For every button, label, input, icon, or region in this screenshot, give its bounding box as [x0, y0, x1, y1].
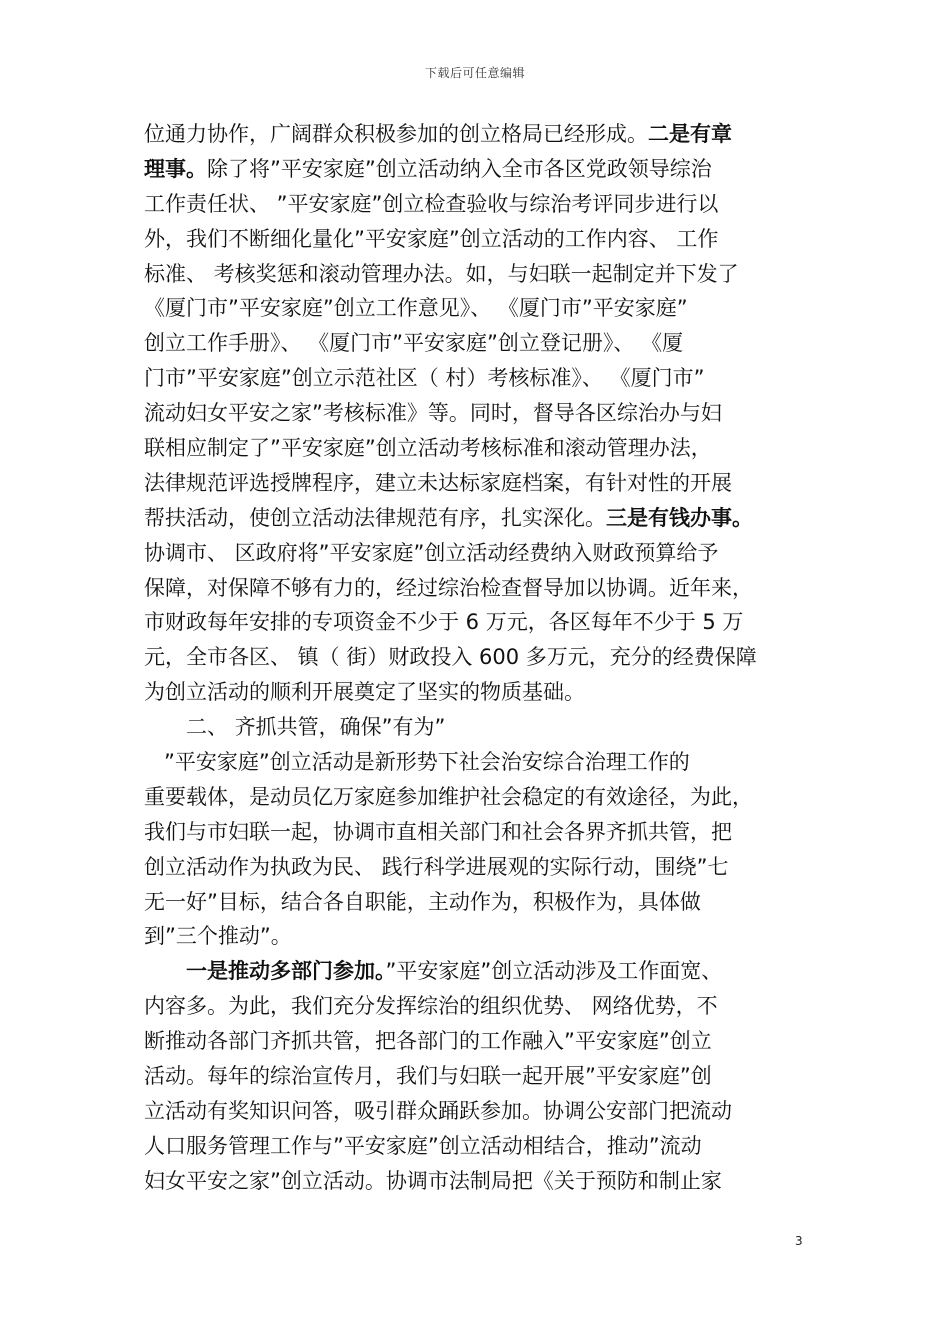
text-line	[144, 1129, 810, 1164]
text-run: 为创立活动的顺利开展奠定了坚实的物质基础。	[144, 680, 585, 705]
text-run: 位通力协作，广阔群众积极参加的创立格局已经形成。	[144, 122, 648, 146]
text-line	[144, 710, 810, 745]
text-run: 妇女平安之家”创立活动。协调市法制局把《关于预防和制止家	[144, 1168, 722, 1193]
text-line	[144, 1024, 810, 1059]
text-line	[144, 780, 810, 815]
text-run: 内容多。为此，我们充分发挥综治的组织优势、 网络优势，不	[144, 994, 718, 1019]
text-run: 外，我们不断细化量化”平安家庭”创立活动的工作内容、 工作	[144, 226, 719, 251]
text-line	[144, 815, 810, 850]
text-run: 除了将”平安家庭”创立活动纳入全市各区党政领导综治	[207, 156, 712, 181]
text-run: 人口服务管理工作与”平安家庭”创立活动相结合，推动”流动	[144, 1133, 702, 1158]
text-run: 工作责任状、 ”平安家庭”创立检查验收与综治考评同步进行以	[144, 191, 719, 216]
bold-text-run: 一是推动多部门参加。	[186, 959, 386, 984]
text-run: 帮扶活动，使创立活动法律规范有序，扎实深化。	[144, 505, 606, 530]
text-run: 断推动各部门齐抓共管，把各部门的工作融入”平安家庭”创立	[144, 1029, 712, 1054]
text-run: 流动妇女平安之家”考核标准》等。同时，督导各区综治办与妇	[144, 401, 722, 426]
text-line	[144, 571, 810, 606]
text-line	[144, 1094, 810, 1129]
text-run: 立活动有奖知识问答，吸引群众踊跃参加。协调公安部门把流动	[144, 1098, 732, 1123]
bold-text-run: 三是有钱办事。	[606, 505, 753, 530]
text-line	[144, 396, 810, 431]
text-run: 重要载体，是动员亿万家庭参加维护社会稳定的有效途径，为此，	[144, 784, 753, 809]
text-line	[144, 745, 810, 780]
text-run: 我们与市妇联一起，协调市直相关部门和社会各界齐抓共管，把	[144, 819, 732, 844]
text-line	[144, 117, 810, 152]
text-line	[144, 605, 810, 640]
text-line	[144, 291, 810, 326]
text-line	[144, 885, 810, 920]
text-run: 创立活动作为执政为民、 践行科学进展观的实际行动，围绕”七	[144, 854, 729, 879]
text-line	[144, 919, 810, 954]
text-line	[144, 640, 810, 675]
text-line	[144, 1164, 810, 1199]
text-run: 联相应制定了”平安家庭”创立活动考核标准和滚动管理办法，	[144, 436, 712, 461]
text-run: 无一好”目标，结合各自职能，主动作为，积极作为，具体做	[144, 889, 701, 914]
text-line	[144, 187, 810, 222]
text-run: ”平安家庭”创立活动是新形势下社会治安综合治理工作的	[164, 750, 690, 775]
text-run: 法律规范评选授牌程序，建立未达标家庭档案，有针对性的开展	[144, 470, 732, 495]
bold-text-run: 理事。	[144, 156, 207, 181]
text-line	[144, 326, 810, 361]
text-run: 《厦门市”平安家庭”创立工作意见》、 《厦门市”平安家庭”	[144, 296, 688, 321]
text-line	[144, 361, 810, 396]
text-line	[144, 954, 810, 989]
text-run: 元，全市各区、 镇（ 街）财政投入 600 多万元，充分的经费保障	[144, 645, 757, 670]
text-line	[144, 222, 810, 257]
text-line	[144, 466, 810, 501]
text-run: 保障，对保障不够有力的，经过综治检查督导加以协调。近年来，	[144, 575, 753, 600]
text-run: 标准、 考核奖惩和滚动管理办法。如，与妇联一起制定并下发了	[144, 261, 739, 286]
text-line	[144, 536, 810, 571]
text-line	[144, 257, 810, 292]
text-run: 二、 齐抓共管，确保”有为”	[186, 715, 446, 740]
text-line	[144, 431, 810, 466]
text-run: 活动。每年的综治宣传月，我们与妇联一起开展”平安家庭”创	[144, 1064, 712, 1089]
page-header: 下载后可任意编辑	[424, 66, 525, 80]
text-line	[144, 675, 810, 710]
text-run: 协调市、 区政府将”平安家庭”创立活动经费纳入财政预算给予	[144, 540, 719, 565]
text-run: 创立工作手册》、 《厦门市”平安家庭”创立登记册》、 《厦	[144, 331, 684, 356]
text-line	[144, 501, 810, 536]
text-line	[144, 850, 810, 885]
page-number: 3	[795, 1234, 803, 1248]
text-run: 市财政每年安排的专项资金不少于 6 万元，各区每年不少于 5 万	[144, 610, 744, 635]
text-run: ”平安家庭”创立活动涉及工作面宽、	[385, 959, 723, 984]
document-body	[144, 117, 810, 1199]
text-line	[144, 989, 810, 1024]
text-line	[144, 152, 810, 187]
text-run: 门市”平安家庭”创立示范社区（ 村）考核标准》、 《厦门市”	[144, 366, 705, 391]
text-run: 到”三个推动”。	[144, 924, 292, 949]
text-line	[144, 1059, 810, 1094]
bold-text-run: 二是有章	[648, 122, 732, 146]
